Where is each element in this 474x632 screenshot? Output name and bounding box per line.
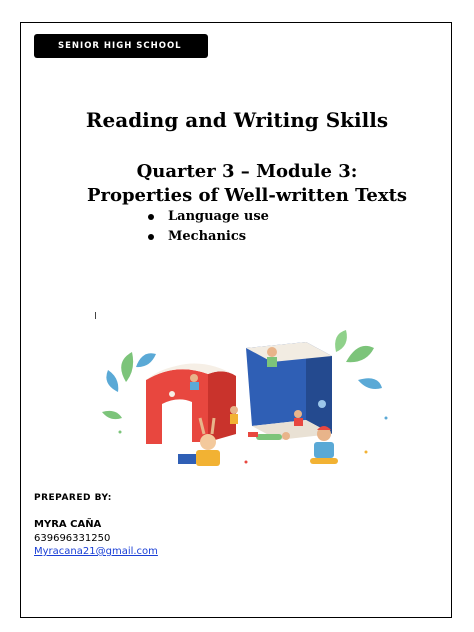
- topic-item: Language use: [148, 207, 269, 227]
- author-name: MYRA CAÑA: [34, 519, 102, 530]
- topic-item: Mechanics: [148, 227, 269, 247]
- author-email-link[interactable]: Myracana21@gmail.com: [34, 546, 158, 557]
- module-line-1: Quarter 3 – Module 3:: [136, 161, 358, 182]
- school-level-banner: SENIOR HIGH SCHOOL: [34, 34, 208, 58]
- tick-mark: [95, 312, 96, 319]
- module-line-2: Properties of Well-written Texts: [86, 185, 408, 206]
- topic-list: [148, 207, 269, 247]
- blue-book-icon: [246, 342, 332, 440]
- author-phone: 639696331250: [34, 533, 111, 544]
- bullet-icon: [148, 234, 154, 240]
- kids-reading-books-illustration: [96, 322, 406, 482]
- module-subtitle: [0, 160, 474, 208]
- prepared-by-label: PREPARED BY:: [34, 493, 112, 503]
- plant-leaves-icon: [102, 330, 382, 434]
- bullet-icon: [148, 214, 154, 220]
- page-title: Reading and Writing Skills: [85, 108, 389, 132]
